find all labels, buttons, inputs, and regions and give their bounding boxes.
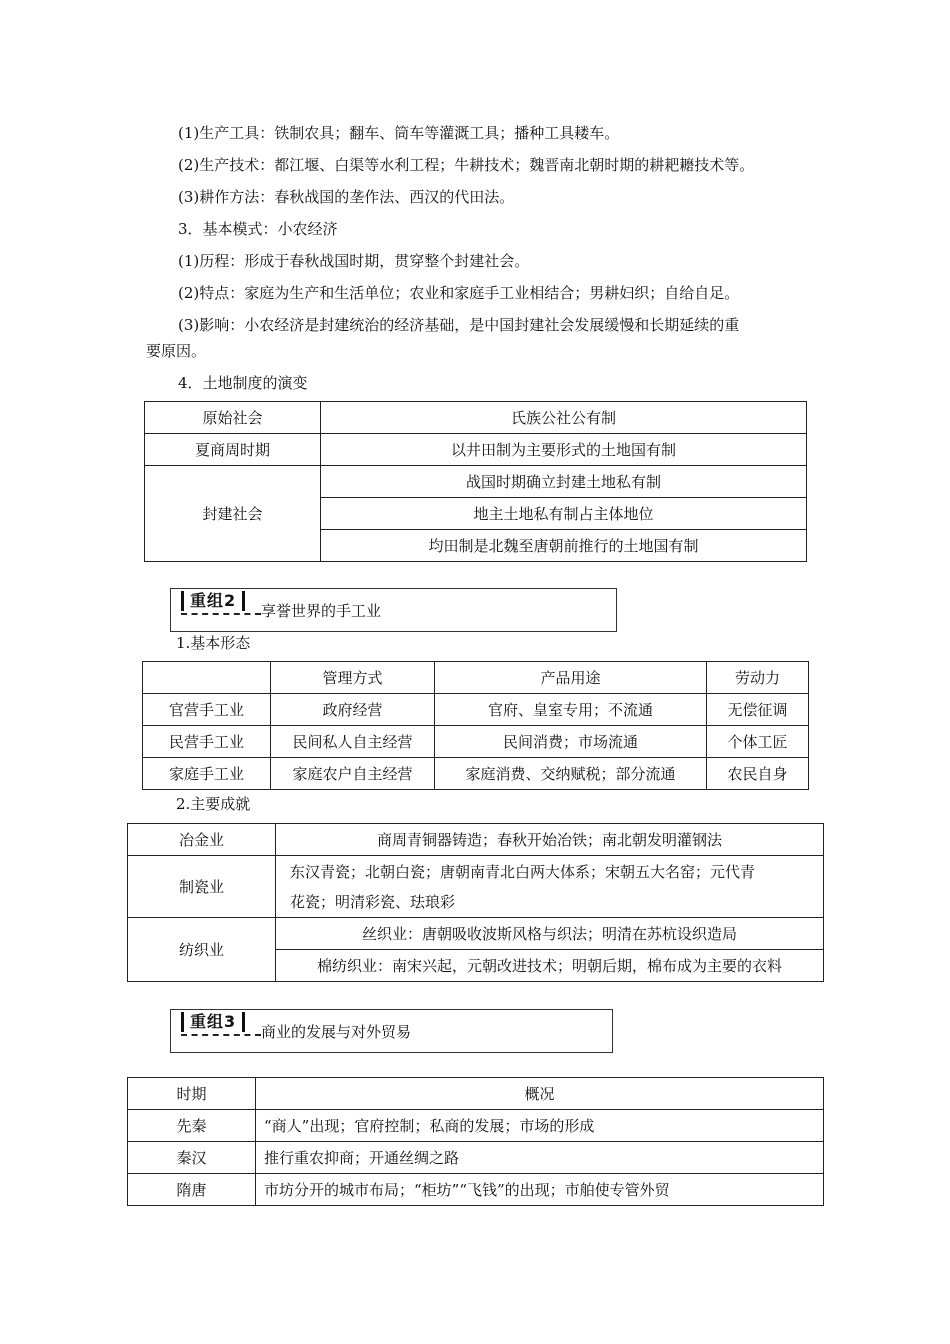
- heading-land-system: 4．土地制度的演变: [178, 374, 308, 392]
- para-features: (2)特点：家庭为生产和生活单位；农业和家庭手工业相结合；男耕妇织；自给自足。: [178, 284, 740, 302]
- header-cell: 管理方式: [271, 662, 435, 694]
- para-impact-line1: (3)影响：小农经济是封建统治的经济基础，是中国封建社会发展缓慢和长期延续的重: [178, 316, 740, 334]
- para-production-tools: (1)生产工具：铁制农具；翻车、筒车等灌溉工具；播种工具耧车。: [178, 124, 620, 142]
- dash-line: [181, 613, 261, 615]
- cell: 家庭消费、交纳赋税；部分流通: [435, 758, 707, 790]
- land-system-cell: 均田制是北魏至唐朝前推行的土地国有制: [321, 530, 807, 562]
- land-system-table: [144, 401, 807, 562]
- section-banner-handicraft: [170, 588, 617, 632]
- summary-cell: 市坊分开的城市布局；“柜坊”“飞钱”的出现；市舶使专管外贸: [256, 1174, 824, 1206]
- cell: 农民自身: [707, 758, 809, 790]
- heading-basic-mode: 3．基本模式：小农经济: [178, 220, 338, 238]
- section-badge: 重组2: [181, 591, 245, 611]
- header-cell: 劳动力: [707, 662, 809, 694]
- achievement-cell: 丝织业：唐朝吸收波斯风格与织法；明清在苏杭设织造局: [276, 918, 824, 950]
- land-period-cell: 封建社会: [145, 466, 321, 562]
- cell: 官营手工业: [143, 694, 271, 726]
- porcelain-line1: 东汉青瓷；北朝白瓷；唐朝南青北白两大体系；宋朝五大名窑；元代青: [290, 862, 756, 881]
- table-row: [128, 1174, 824, 1206]
- handicraft-forms-table: [142, 661, 809, 790]
- para-history: (1)历程：形成于春秋战国时期，贯穿整个封建社会。: [178, 252, 530, 270]
- table-row: [143, 694, 809, 726]
- summary-cell: 推行重农抑商；开通丝绸之路: [256, 1142, 824, 1174]
- subheading-basic-forms: 1.基本形态: [176, 634, 251, 652]
- header-cell: 概况: [256, 1078, 824, 1110]
- para-impact-line2: 要原因。: [146, 342, 207, 360]
- section-badge: 重组3: [181, 1012, 245, 1032]
- period-cell: 秦汉: [128, 1142, 256, 1174]
- period-cell: 隋唐: [128, 1174, 256, 1206]
- dash-line: [181, 1034, 261, 1036]
- land-period-cell: 原始社会: [145, 402, 321, 434]
- header-cell: 时期: [128, 1078, 256, 1110]
- table-row: [143, 758, 809, 790]
- para-production-tech: (2)生产技术：都江堰、白渠等水利工程；牛耕技术；魏晋南北朝时期的耕耙耱技术等。: [178, 156, 755, 174]
- subheading-achievements: 2.主要成就: [176, 795, 251, 813]
- land-system-cell: 战国时期确立封建土地私有制: [321, 466, 807, 498]
- land-system-cell: 以井田制为主要形式的土地国有制: [321, 434, 807, 466]
- header-cell: [143, 662, 271, 694]
- table-row: [128, 1110, 824, 1142]
- period-cell: 先秦: [128, 1110, 256, 1142]
- achievements-table: [127, 823, 824, 982]
- table-row: [128, 1142, 824, 1174]
- cell: 个体工匠: [707, 726, 809, 758]
- section-title: 商业的发展与对外贸易: [261, 1023, 412, 1041]
- cell: 民间私人自主经营: [271, 726, 435, 758]
- para-farming-method: (3)耕作方法：春秋战国的垄作法、西汉的代田法。: [178, 188, 515, 206]
- cell: 民间消费；市场流通: [435, 726, 707, 758]
- porcelain-line2: 花瓷；明清彩瓷、珐琅彩: [290, 892, 456, 911]
- section-banner-commerce: [170, 1009, 613, 1053]
- table-row: [143, 726, 809, 758]
- land-period-cell: 夏商周时期: [145, 434, 321, 466]
- industry-cell: 纺织业: [128, 918, 276, 982]
- cell: 政府经营: [271, 694, 435, 726]
- achievement-cell: 商周青铜器铸造；春秋开始冶铁；南北朝发明灌钢法: [276, 824, 824, 856]
- industry-cell: 制瓷业: [128, 856, 276, 918]
- cell: 家庭农户自主经营: [271, 758, 435, 790]
- header-cell: 产品用途: [435, 662, 707, 694]
- land-system-cell: 氏族公社公有制: [321, 402, 807, 434]
- cell: 无偿征调: [707, 694, 809, 726]
- achievement-cell: 棉纺织业：南宋兴起，元朝改进技术；明朝后期，棉布成为主要的衣料: [276, 950, 824, 982]
- trade-table: [127, 1077, 824, 1206]
- industry-cell: 冶金业: [128, 824, 276, 856]
- land-system-cell: 地主土地私有制占主体地位: [321, 498, 807, 530]
- achievement-cell: [276, 856, 824, 918]
- cell: 家庭手工业: [143, 758, 271, 790]
- section-title: 享誉世界的手工业: [261, 602, 382, 620]
- summary-cell: “商人”出现；官府控制；私商的发展；市场的形成: [256, 1110, 824, 1142]
- cell: 民营手工业: [143, 726, 271, 758]
- cell: 官府、皇室专用；不流通: [435, 694, 707, 726]
